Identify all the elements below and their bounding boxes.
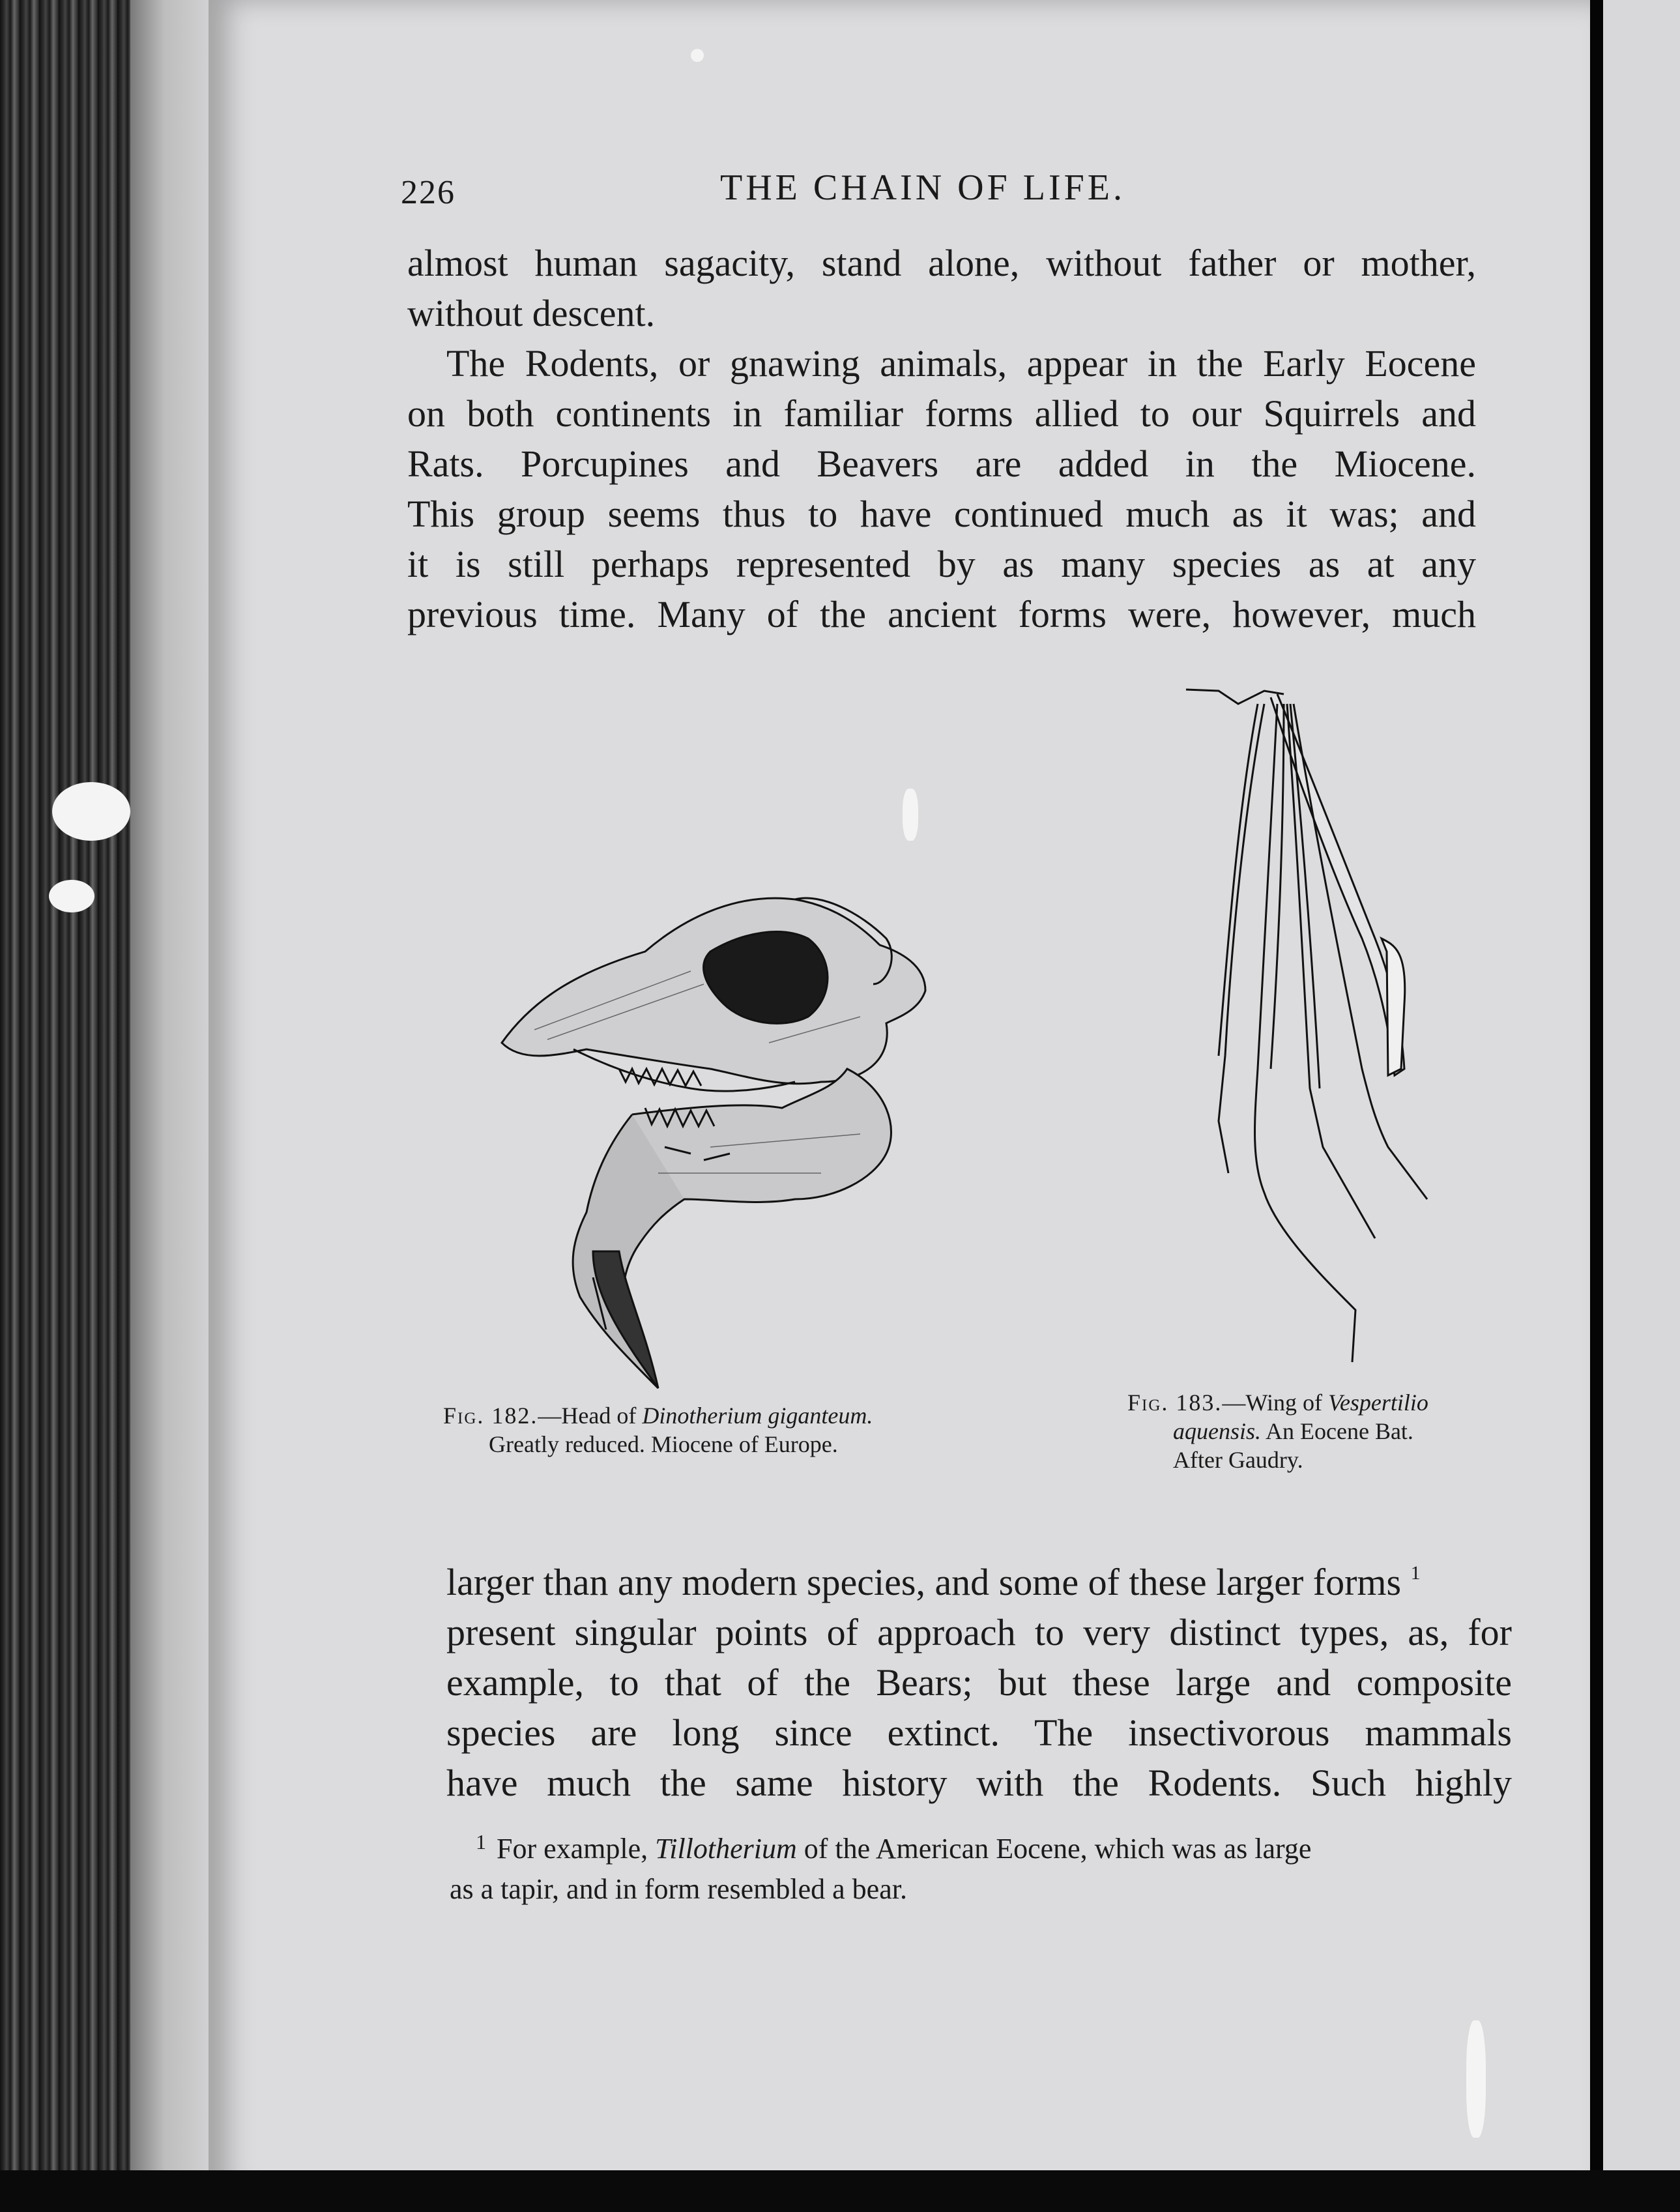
page-number: 226 bbox=[401, 174, 456, 211]
text-line: have much the same history with the Rodents. Such highly bbox=[446, 1762, 1512, 1804]
figure-label: Fig. 182. bbox=[443, 1403, 538, 1429]
footnote-text: For example, bbox=[497, 1833, 656, 1865]
caption-text: —Head of bbox=[538, 1403, 643, 1429]
footnote bbox=[450, 1822, 1518, 1910]
caption-line: Greatly reduced. Miocene of Europe. bbox=[489, 1431, 838, 1457]
text-line-content: larger than any modern species, and some of these larger forms bbox=[446, 1561, 1402, 1603]
bottom-paragraph bbox=[446, 1548, 1512, 1808]
text-line: This group seems thus to have continued much as it was; and bbox=[407, 493, 1476, 535]
footnote-reference: 1 bbox=[1410, 1562, 1421, 1584]
text-line: almost human sagacity, stand alone, without father or mother, bbox=[407, 242, 1476, 284]
text-line: on both continents in familiar forms allied to our Squirrels and bbox=[407, 392, 1476, 435]
species-name: aquensis. bbox=[1173, 1418, 1261, 1444]
text-line: present singular points of approach to very distinct types, as, for bbox=[446, 1611, 1512, 1653]
species-name: Dinotherium giganteum. bbox=[642, 1403, 873, 1429]
facing-page-edge bbox=[1603, 0, 1680, 2212]
scan-speck bbox=[52, 782, 130, 841]
text-line bbox=[446, 1548, 1512, 1607]
book-page-edges-light bbox=[130, 0, 215, 2212]
dinotherium-skull-illustration bbox=[495, 873, 951, 1395]
figure-183-caption bbox=[1127, 1388, 1428, 1474]
text-line: previous time. Many of the ancient forms were, however, much bbox=[407, 593, 1476, 635]
running-head bbox=[401, 163, 1509, 215]
caption-line: After Gaudry. bbox=[1173, 1447, 1303, 1473]
caption-text: An Eocene Bat. bbox=[1261, 1418, 1413, 1444]
text-line: The Rodents, or gnawing animals, appear in the Early Eocene bbox=[446, 342, 1476, 385]
footnote-mark: 1 bbox=[476, 1830, 486, 1854]
footnote-line: as a tapir, and in form resembled a bear. bbox=[450, 1873, 907, 1905]
text-line: without descent. bbox=[407, 292, 656, 334]
scan-speck bbox=[49, 880, 94, 912]
text-line: example, to that of the Bears; but these large and composite bbox=[446, 1661, 1512, 1704]
text-line: Rats. Porcupines and Beavers are added in the Miocene. bbox=[407, 443, 1476, 485]
footnote-italic: Tillotherium bbox=[655, 1833, 797, 1865]
top-paragraph bbox=[407, 238, 1476, 639]
scan-speck bbox=[691, 49, 704, 62]
scan-bottom-edge bbox=[0, 2170, 1680, 2212]
page-gutter-shadow bbox=[1590, 0, 1603, 2212]
caption-text: —Wing of bbox=[1222, 1390, 1328, 1416]
text-line: species are long since extinct. The insectivorous mammals bbox=[446, 1711, 1512, 1754]
footnote-text: of the American Eocene, which was as large bbox=[796, 1833, 1312, 1865]
text-line: it is still perhaps represented by as many species as at any bbox=[407, 543, 1476, 585]
figure-182-caption bbox=[443, 1401, 873, 1459]
species-name: Vespertilio bbox=[1327, 1390, 1428, 1416]
scan-speck bbox=[903, 789, 918, 841]
scan-speck bbox=[1466, 2020, 1486, 2138]
figure-label: Fig. 183. bbox=[1127, 1390, 1223, 1416]
running-title: THE CHAIN OF LIFE. bbox=[720, 167, 1125, 208]
bat-wing-skeleton-illustration bbox=[1180, 678, 1440, 1369]
